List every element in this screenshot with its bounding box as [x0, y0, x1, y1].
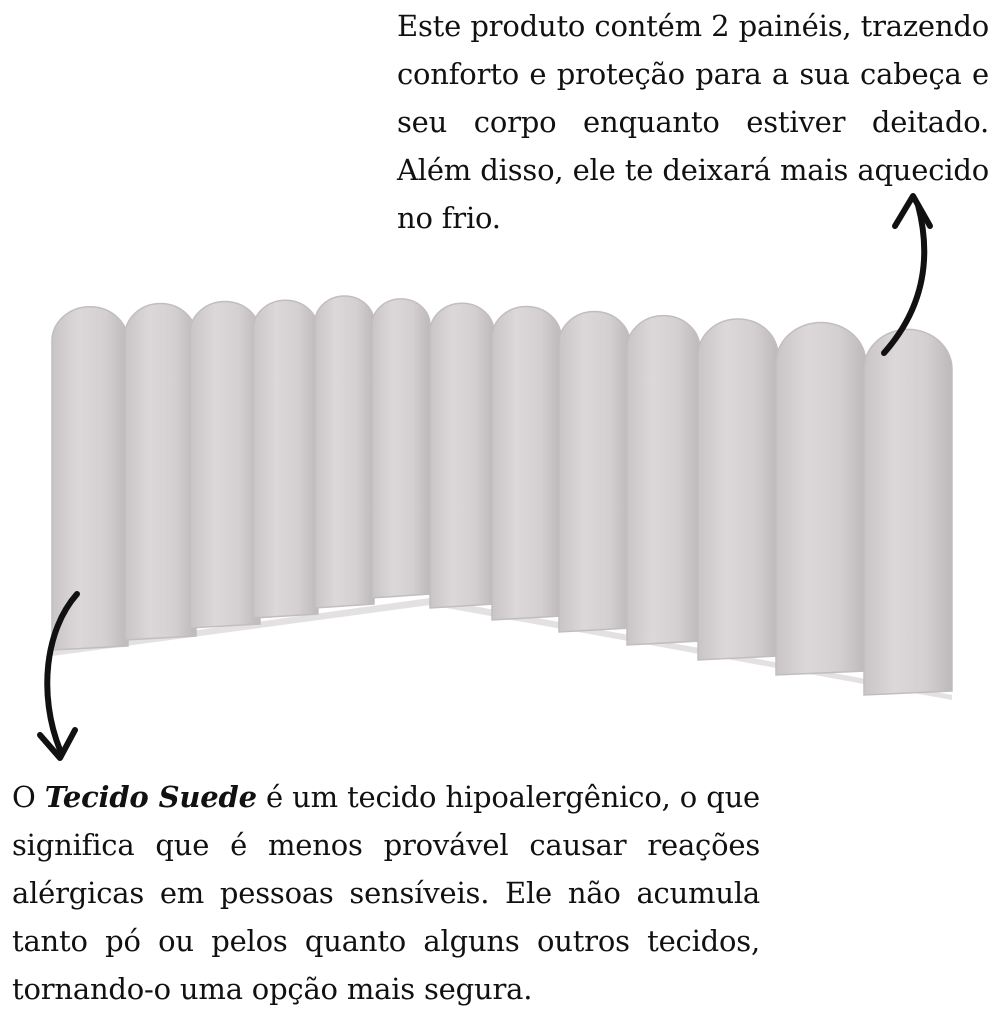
- headboard-panel-11: [698, 319, 778, 660]
- headboard-panel-8: [492, 306, 561, 620]
- headboard-panel-7: [430, 303, 494, 608]
- headboard-panel-5: [315, 296, 374, 608]
- headboard-panel-3: [190, 302, 260, 628]
- headboard-panel-4: [253, 300, 318, 618]
- top-description-text: Este produto contém 2 painéis, trazendo conforto e proteção para a sua cabeça e seu corpo enquanto estiver deitado. Além disso, ele te deixará mais aquecido no frio.: [397, 9, 989, 235]
- headboard-panel-6: [372, 299, 430, 598]
- bottom-description-text: é um tecido hipoalergênico, o que significa que é menos provável causar reações alérgicas em pessoas sensíveis. Ele não acumula tanto pó ou pelos quanto alguns outros tecidos, tornando-o uma opção mais segura.: [12, 780, 761, 1006]
- headboard-panel-9: [559, 312, 630, 632]
- panel-group: [52, 296, 952, 700]
- headboard-panel-10: [627, 316, 700, 645]
- headboard-panel-13: [864, 329, 952, 695]
- headboard-panel-1: [52, 307, 128, 650]
- fabric-name: Tecido Suede: [44, 780, 257, 814]
- headboard-panel-2: [125, 304, 196, 640]
- bottom-description-prefix: O: [12, 780, 45, 814]
- headboard-panel-12: [776, 323, 866, 676]
- bottom-description: [12, 773, 760, 1013]
